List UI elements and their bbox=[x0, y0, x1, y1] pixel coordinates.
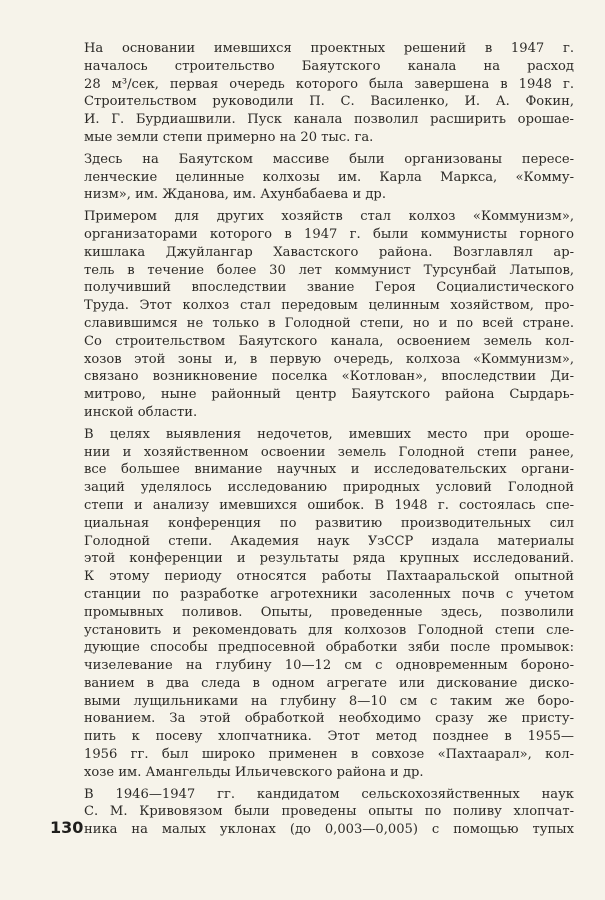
text-line: 1956 гг. был широко применен в совхозе «Пахтаарал», кол- bbox=[84, 747, 574, 763]
text-line: Строительством руководили П. С. Василенко, И. А. Фокин, bbox=[84, 94, 574, 110]
text-line: промывных поливов. Опыты, проведенные здесь, позволили bbox=[84, 604, 574, 620]
text-line: степи и анализу имевшихся ошибок. В 1948 г. состоялась спе- bbox=[84, 497, 574, 513]
text-line: инской области. bbox=[84, 404, 198, 420]
text-line: все большее внимание научных и исследовательских органи- bbox=[84, 462, 574, 478]
text-line: чизелевание на глубину 10—12 см с одновременным бороно- bbox=[84, 658, 574, 674]
text-line: ленческие целинные колхозы им. Карла Маркса, «Комму- bbox=[84, 169, 574, 185]
text-line: ника на малых уклонах (до 0,003—0,005) с помощью тупых bbox=[84, 822, 574, 838]
text-line: В целях выявления недочетов, имевших место при ороше- bbox=[84, 426, 574, 442]
text-line: славившимся не только в Голодной степи, но и по всей стране. bbox=[84, 315, 574, 331]
text-line: станции по разработке агротехники засоленных почв с учетом bbox=[84, 586, 574, 602]
paragraph-2 bbox=[64, 151, 574, 204]
text-line: нии и хозяйственном освоении земель Голодной степи ранее, bbox=[84, 444, 574, 460]
text-line: В 1946—1947 гг. кандидатом сельскохозяйственных наук bbox=[84, 786, 574, 802]
text-line: пить к посеву хлопчатника. Этот метод позднее в 1955— bbox=[84, 729, 574, 745]
text-line: тель в течение более 30 лет коммунист Турсунбай Латыпов, bbox=[84, 262, 574, 278]
text-line: На основании имевшихся проектных решений в 1947 г. bbox=[84, 41, 574, 56]
text-line: ванием в два следа в одном агрегате или дискование диско- bbox=[84, 675, 574, 691]
text-line: Голодной степи. Академия наук УзССР издала материалы bbox=[84, 533, 574, 549]
text-line: Здесь на Баяутском массиве были организованы пересе- bbox=[84, 151, 574, 167]
text-line: этой конференции и результаты ряда крупных исследований. bbox=[84, 551, 574, 567]
text-line: связано возникновение поселка «Котлован», впоследствии Ди- bbox=[84, 369, 574, 385]
text-line: выми лущильниками на глубину 8—10 см с таким же боро- bbox=[84, 693, 574, 709]
paragraph-4 bbox=[64, 426, 574, 782]
text-line: И. Г. Бурдиашвили. Пуск канала позволил расширить орошае- bbox=[84, 112, 574, 128]
text-line: заций уделялось исследованию природных условий Голодной bbox=[84, 480, 574, 496]
text-line: Примером для других хозяйств стал колхоз «Коммунизм», bbox=[84, 209, 574, 225]
text-line: хозов этой зоны и, в первую очередь, колхоза «Коммунизм», bbox=[84, 351, 574, 367]
text-line: мые земли степи примерно на 20 тыс. га. bbox=[84, 129, 374, 145]
text-line: циальная конференция по развитию производительных сил bbox=[84, 515, 574, 531]
paragraph-3 bbox=[64, 208, 574, 422]
text-line: хозе им. Амангельды Ильичевского района и др. bbox=[84, 764, 424, 780]
text-line: Труда. Этот колхоз стал передовым целинным хозяйством, про- bbox=[84, 298, 574, 314]
text-line: С. М. Кривовязом были проведены опыты по поливу хлопчат- bbox=[84, 804, 574, 820]
text-line: кишлака Джуйлангар Хавастского района. Возглавлял ар- bbox=[84, 244, 574, 260]
text-line: организаторами которого в 1947 г. были коммунисты горного bbox=[84, 226, 574, 242]
text-line: Со строительством Баяутского канала, освоением земель кол- bbox=[84, 333, 574, 349]
paragraph-5 bbox=[64, 786, 574, 839]
text-line: К этому периоду относятся работы Пахтааральской опытной bbox=[84, 569, 574, 585]
page-number: 130 bbox=[50, 818, 84, 837]
text-line: митрово, ныне районный центр Баяутского района Сырдарь- bbox=[84, 387, 574, 403]
text-line: нованием. За этой обработкой необходимо сразу же присту- bbox=[84, 711, 574, 727]
text-line: дующие способы предпосевной обработки зяби после промывок: bbox=[84, 640, 574, 656]
paragraph-1 bbox=[64, 40, 574, 147]
text-line: 28 м³/сек, первая очередь которого была завершена в 1948 г. bbox=[84, 76, 574, 92]
body-text bbox=[64, 40, 574, 843]
text-line: низм», им. Жданова, им. Ахунбабаева и др. bbox=[84, 187, 386, 203]
text-line: установить и рекомендовать для колхозов Голодной степи сле- bbox=[84, 622, 574, 638]
text-line: началось строительство Баяутского канала на расход bbox=[84, 58, 574, 74]
text-line: получивший впоследствии звание Героя Социалистического bbox=[84, 280, 574, 296]
